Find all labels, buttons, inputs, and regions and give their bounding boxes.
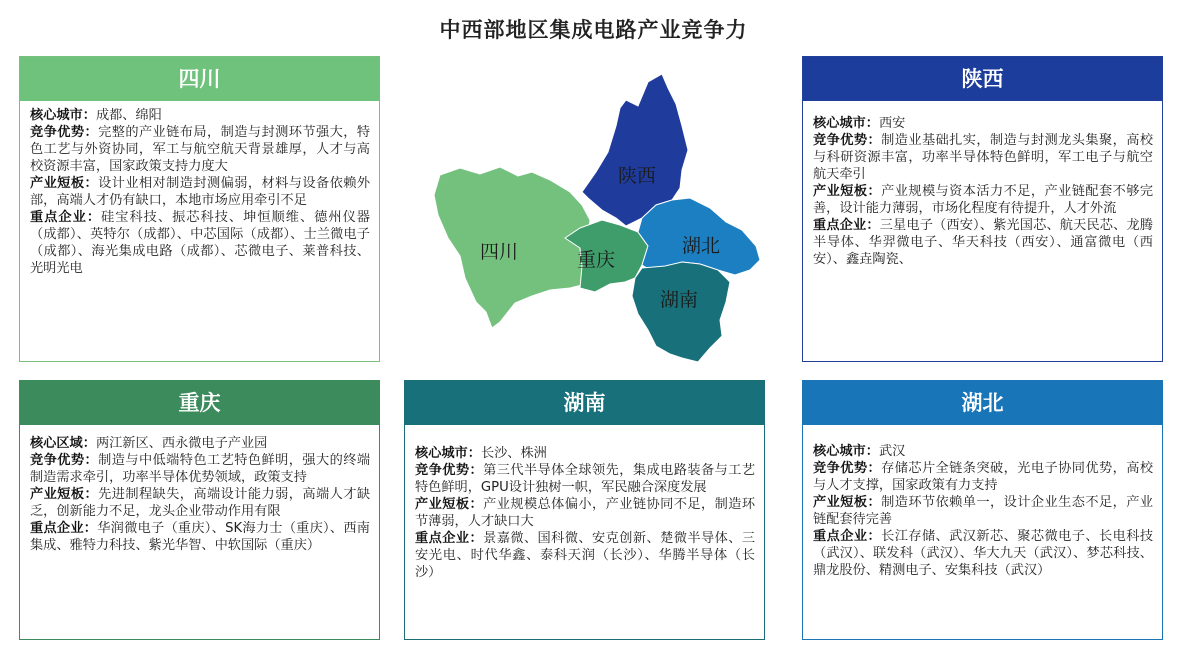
hubei-row-weakness: 产业短板：制造环节依赖单一，设计企业生态不足，产业链配套待完善 [813, 495, 1154, 527]
panel-hunan-body [405, 425, 764, 581]
map-label-shaanxi: 陕西 [618, 165, 657, 187]
map-label-chongqing: 重庆 [577, 249, 616, 271]
panel-hunan-header: 湖南 [405, 381, 764, 425]
shaanxi-row-weakness: 产业短板：产业规模与资本活力不足，产业链配套不够完善，设计能力薄弱，市场化程度有待提升，人才外流 [813, 184, 1154, 216]
panel-chongqing [19, 380, 380, 640]
panel-shaanxi-header: 陕西 [803, 57, 1162, 101]
shaanxi-row-companies: 重点企业：三星电子（西安）、紫光国芯、航天民芯、龙腾半导体、华羿微电子、华天科技（西安）、通富微电（西安）、鑫垚陶瓷、 [813, 218, 1153, 267]
panel-sichuan-header: 四川 [20, 57, 379, 101]
panel-chongqing-header: 重庆 [20, 381, 379, 425]
panel-sichuan [19, 56, 380, 362]
sichuan-row-weakness: 产业短板：设计业相对制造封测偏弱，材料与设备依赖外部，高端人才仍有缺口，本地市场应用牵引不足 [30, 176, 371, 208]
panel-hubei-body [803, 425, 1162, 579]
sichuan-row-core-city: 核心城市：成都、绵阳 [30, 108, 162, 123]
panel-hubei [802, 380, 1163, 640]
shaanxi-row-core-city: 核心城市：西安 [813, 116, 906, 131]
chongqing-row-advantage: 竞争优势：制造与中低端特色工艺特色鲜明，强大的终端制造需求牵引，功率半导体优势领域，政策支持 [30, 453, 371, 485]
map-label-sichuan: 四川 [480, 241, 519, 263]
panel-hubei-header: 湖北 [803, 381, 1162, 425]
hubei-row-core-city: 核心城市：武汉 [813, 444, 906, 459]
hunan-row-companies: 重点企业：景嘉微、国科微、安克创新、楚微半导体、三安光电、时代华鑫、泰科天润（长沙）、华腾半导体（长沙） [415, 531, 756, 580]
hunan-row-core-city: 核心城市：长沙、株洲 [415, 446, 547, 461]
page-title: 中西部地区集成电路产业竞争力 [439, 17, 748, 42]
sichuan-row-companies: 重点企业：硅宝科技、振芯科技、坤恒顺维、德州仪器（成都）、英特尔（成都）、中芯国际（成都）、士兰微电子（成都）、海光集成电路（成都）、芯微电子、莱普科技、光明光电 [30, 210, 370, 276]
map-label-hunan: 湖南 [660, 289, 699, 311]
panel-hunan [404, 380, 765, 640]
hunan-row-weakness: 产业短板：产业规模总体偏小，产业链协同不足，制造环节薄弱，人才缺口大 [415, 497, 756, 529]
region-map [420, 70, 780, 370]
panel-chongqing-body [20, 425, 379, 554]
map-label-hubei: 湖北 [682, 235, 721, 257]
hunan-row-advantage: 竞争优势：第三代半导体全球领先，集成电路装备与工艺特色鲜明，GPU设计独树一帜，军民融合深度发展 [415, 463, 756, 495]
chongqing-row-weakness: 产业短板：先进制程缺失，高端设计能力弱，高端人才缺乏，创新能力不足，龙头企业带动作用有限 [30, 487, 371, 519]
shaanxi-row-advantage: 竞争优势：制造业基础扎实，制造与封测龙头集聚，高校与科研资源丰富，功率半导体特色鲜明，军工电子与航空航天牵引 [813, 133, 1154, 182]
panel-sichuan-body [20, 101, 379, 277]
hubei-row-advantage: 竞争优势：存储芯片全链条突破，光电子协同优势，高校与人才支撑，国家政策有力支持 [813, 461, 1154, 493]
panel-shaanxi [802, 56, 1163, 362]
map-region-hunan [632, 262, 730, 362]
chongqing-row-core-area: 核心区域：两江新区、西永微电子产业园 [30, 436, 268, 451]
sichuan-row-advantage: 竞争优势：完整的产业链布局，制造与封测环节强大，特色工艺与外资协同，军工与航空航天背景雄厚，人才与高校资源丰富，国家政策支持力度大 [30, 125, 371, 174]
chongqing-row-companies: 重点企业：华润微电子（重庆）、SK海力士（重庆）、西南集成、雅特力科技、紫光华智、中软国际（重庆） [30, 521, 370, 553]
hubei-row-companies: 重点企业：长江存储、武汉新芯、聚芯微电子、长电科技（武汉）、联发科（武汉）、华大九天（武汉）、梦芯科技、鼎龙股份、精测电子、安集科技（武汉） [813, 529, 1154, 578]
panel-shaanxi-body [803, 101, 1162, 268]
